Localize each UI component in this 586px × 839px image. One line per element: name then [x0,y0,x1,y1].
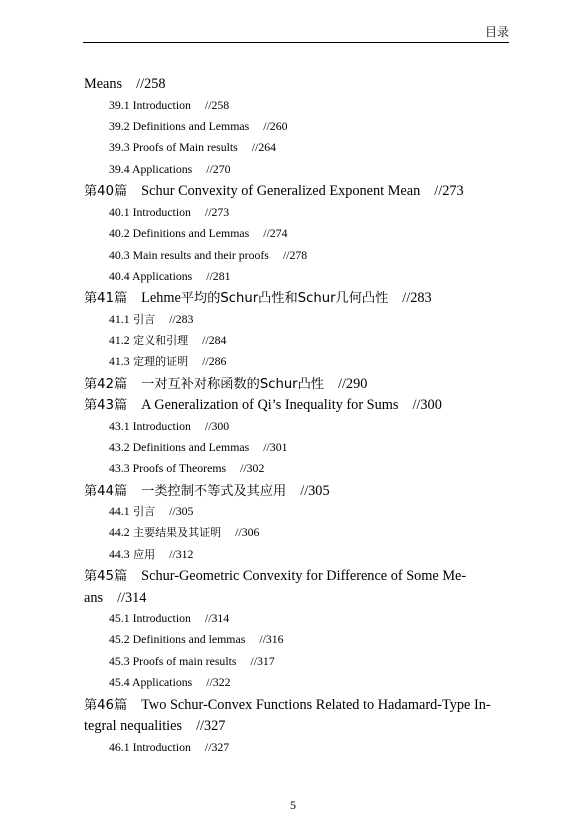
toc-title-text: 40.4 Applications [109,269,193,283]
toc-title-text: 44.1 [109,504,130,518]
toc-page-ref: //306 [235,525,260,539]
toc-section-entry [109,352,226,371]
toc-section-entry [109,459,264,477]
toc-title-text: 第42篇 [84,377,128,392]
toc-title-text: 45.2 Definitions and lemmas [109,632,246,646]
toc-section-entry [109,630,284,648]
toc-page-ref: //273 [204,205,230,219]
toc-title-text: 一对互补对称函数的Schur凸性 [141,377,324,392]
header-title: 目录 [484,25,509,39]
toc-title-text: 43.2 Definitions and Lemmas [109,440,250,454]
toc-title-text: 41.1 [109,312,130,326]
toc-page-ref: //278 [282,248,308,262]
toc-section-entry [109,117,288,135]
toc-title-text: 45.4 Applications [109,675,193,689]
toc-page-ref: //301 [263,440,288,454]
toc-title-text: 45.3 Proofs of main results [109,654,237,668]
toc-title-text: Schur-Geometric Convexity for Difference of Some Me- [141,568,467,584]
toc-page-ref: //273 [434,183,464,199]
toc-page-ref: //327 [196,718,226,734]
toc-page-ref: //258 [136,76,166,92]
toc-title-text: 第45篇 [84,569,128,584]
toc-title-text: 46.1 Introduction [109,740,191,754]
toc-title-text: Lehme [141,290,181,306]
toc-title-text: 43.1 Introduction [109,419,191,433]
toc-section-entry [109,267,231,285]
toc-page-ref: //300 [412,397,442,413]
toc-chapter-entry [84,566,466,587]
toc-title-text: A Generalization of Qi’s Inequality for Sums [141,397,399,413]
toc-page-ref: //327 [204,740,230,754]
toc-title-text: ans [84,590,104,606]
toc-page-ref: //274 [263,226,288,240]
toc-page-ref: //305 [169,504,194,518]
toc-page-ref: //300 [204,419,230,433]
toc-title-text: 第46篇 [84,698,128,713]
toc-section-entry [109,417,229,435]
toc-title-text: tegral nequalities [84,718,183,734]
toc-page-ref: //312 [169,547,194,561]
toc-title-text: Two Schur-Convex Functions Related to Hadamard-Type In- [141,697,491,713]
toc-section-entry [109,224,288,242]
toc-chapter-entry [84,74,166,94]
toc-section-entry [109,96,229,114]
toc-title-text: 第43篇 [84,398,128,413]
toc-title-text: 引言 [129,313,156,326]
toc-section-entry [109,609,229,627]
toc-title-text: 应用 [129,548,156,561]
toc-section-entry [109,246,307,264]
toc-title-text: Means [84,76,123,92]
toc-page-ref: //283 [169,312,194,326]
toc-page-ref: //264 [251,140,277,154]
toc-section-entry [109,545,193,564]
toc-page-ref: //283 [402,290,432,306]
toc-page-ref: //270 [206,162,231,176]
toc-section-entry [109,738,229,756]
toc-page-ref: //322 [206,675,231,689]
toc-page-ref: //281 [206,269,231,283]
toc-title-text: 定理的证明 [129,355,189,368]
toc-section-entry [109,331,226,350]
toc-section-entry [109,203,229,221]
toc-title-text: 45.1 Introduction [109,611,191,625]
toc-section-entry [109,438,288,456]
toc-chapter-entry [84,716,225,736]
toc-section-entry [109,160,231,178]
toc-section-entry [109,310,193,329]
toc-chapter-entry [84,695,491,716]
toc-title-text: 39.4 Applications [109,162,193,176]
toc-section-entry [109,652,275,670]
toc-page-ref: //305 [300,483,330,499]
toc-title-text: 40.1 Introduction [109,205,191,219]
toc-title-text: 44.2 [109,525,130,539]
toc-title-text: 39.1 Introduction [109,98,191,112]
toc-page-ref: //260 [263,119,288,133]
toc-section-entry [109,138,276,156]
toc-title-text: 40.2 Definitions and Lemmas [109,226,250,240]
toc-title-text: 主要结果及其证明 [129,526,222,539]
toc-page-ref: //317 [250,654,275,668]
toc-title-text: 41.2 [109,333,130,347]
toc-chapter-entry [84,288,432,309]
toc-section-entry [109,673,231,691]
toc-title-text: 平均的Schur凸性和Schur几何凸性 [180,291,389,306]
running-header [83,22,509,43]
toc-title-text: 一类控制不等式及其应用 [141,484,287,499]
toc-page-ref: //290 [337,376,368,392]
toc-title-text: 第44篇 [84,484,128,499]
toc-section-entry [109,502,193,521]
toc-title-text: 引言 [129,505,156,518]
toc-page-ref: //258 [204,98,230,112]
toc-page-ref: //316 [259,632,284,646]
toc-title-text: 40.3 Main results and their proofs [109,248,269,262]
toc-section-entry [109,523,259,542]
toc-page-ref: //314 [117,590,147,606]
toc-title-text: 43.3 Proofs of Theorems [109,461,227,475]
toc-title-text: 定义和引理 [129,334,189,347]
toc-title-text: 第40篇 [84,184,128,199]
toc-chapter-entry [84,588,146,608]
toc-chapter-entry [84,481,330,502]
page-number: 5 [290,798,296,812]
toc-title-text: Schur Convexity of Generalized Exponent Mean [141,183,421,199]
toc-page-ref: //286 [202,354,227,368]
toc-chapter-entry [84,181,464,202]
toc-title-text: 44.3 [109,547,130,561]
toc-page-ref: //302 [240,461,265,475]
toc-title-text: 39.2 Definitions and Lemmas [109,119,250,133]
toc-chapter-entry [84,395,442,416]
toc-title-text: 41.3 [109,354,130,368]
toc-title-text: 第41篇 [84,291,128,306]
toc-title-text: 39.3 Proofs of Main results [109,140,238,154]
toc-chapter-entry [84,374,367,395]
toc-page-ref: //314 [204,611,230,625]
toc-page-ref: //284 [202,333,227,347]
